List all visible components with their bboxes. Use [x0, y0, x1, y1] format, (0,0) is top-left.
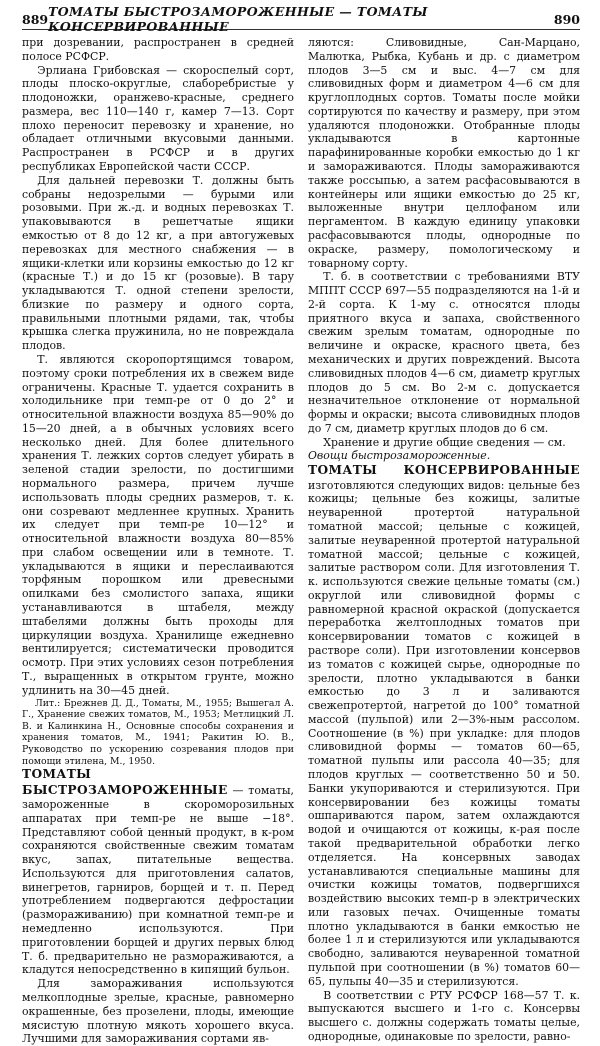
- paragraph: Т. б. в соответствии с требованиями ВТУ МППТ СССР 697—55 подразделяются на 1-й и 2-й сорта. К 1-му с. относятся плоды приятного вкуса и запаха, свойственного свежим зрелым томатам, однородные по величине и окраске, красного цвета, без механических и других повреждений. Высота сливовидных плодов 4—6 см, диаметр круглых плодов до 5 см. Во 2-м с. допускается незначительное отклонение от нормальной формы и окраски; высота сливовидных плодов до 7 см, диаметр круглых плодов до 6 см.: [308, 270, 580, 435]
- article-text: — томаты, замороженные в скороморозильных аппаратах при темп-ре не выше −18°. Представляют собой ценный продукт, в к-ром сохраняются свойственные свежим томатам вкус, запах, питательные вещества. Используются для приготовления салатов, винегретов, гарниров, борщей и т. п. Перед употреблением подвергаются дефростации (размораживанию) при комнатной темп-ре и немедленно используются. При приготовлении борщей и других первых блюд Т. б. предварительно не размораживаются, а кладутся непосредственно в кипящий бульон.: [22, 783, 294, 977]
- article-heading: ТОМАТЫ БЫСТРОЗАМОРОЖЕННЫЕ: [22, 767, 228, 797]
- paragraph: Для дальней перевозки Т. должны быть собраны недозрелыми — бурыми или розовыми. При ж.-д. и водных перевозках Т. упаковываются в решетчатые ящики емкостью от 8 до 12 кг, а при автогужевых перевозках для местного снабжения — в ящики-клетки или корзины емкостью до 12 кг (красные Т.) и до 15 кг (розовые). В тару укладываются Т. одной степени зрелости, близкие по размеру и одного сорта, правильными плотными рядами, так, чтобы крышка слегка пружинила, но не повреждала плодов.: [22, 173, 294, 353]
- left-column: [22, 36, 294, 1046]
- article-start: [22, 767, 294, 977]
- page-number-right: 890: [553, 11, 580, 27]
- literature-note: Лит.: Брежнев Д. Д., Томаты, М., 1955; Вышегал А. Г., Хранение свежих томатов, М., 1953; Метлицкий Л. В. и Калинкина Н., Основные способы сохранения и хранения томатов, М., 1941; Ракитин Ю. В., Руководство по ускорению созревания плодов при помощи этилена, М., 1950.: [22, 697, 294, 767]
- article-text: изготовляются следующих видов: цельные без кожицы; цельные без кожицы, залитые неуваренной протертой натуральной томатной массой; цельные с кожицей, залитые неуваренной протертой натуральной томатной массой; цельные с кожицей, залитые раствором соли. Для изготовления Т. к. используются свежие цельные томаты (см.) округлой или сливовидной формы с равномерной красной окраской (допускается переработка желтоплодных томатов при консервировании томатов с кожицей в растворе соли). При изготовлении консервов из томатов с кожицей сырье, однородные по зрелости, плотно укладываются в банки емкостью до 3 л и заливаются свежепротертой, нагретой до 100° томатной массой (пульпой) или 2—3%-ным рассолом. Соотношение (в %) при укладке: для плодов сливовидной формы — томатов 60—65, томатной пульпы или рассола 40—35; для плодов круглых — соответственно 50 и 50. Банки укупориваются и стерилизуются. При консервировании без кожицы томаты ошпариваются паром, затем охлаждаются водой и очищаются от кожицы, к-рая после такой предварительной обработки легко отделяется. На консервных заводах устанавливаются специальные машины для очистки кожицы томатов, подвергшихся воздействию высоких темп-р в электрических или газовых печах. Очищенные томаты плотно укладываются в банки емкостью не более 1 л и стерилизуются или укладываются свободно, заливаются неуваренной томатной пульпой при соотношении (в %) томатов 60—65, пульпы 40—35 и стерилизуются.: [308, 478, 580, 988]
- paragraph: Т. являются скоропортящимся товаром, поэтому сроки потребления их в свежем виде ограничены. Красные Т. удается сохранить в холодильнике при темп-ре от 0 до 2° и относительной влажности воздуха 85—90% до 15—20 дней, а в обычных условиях всего несколько дней. Для более длительного хранения Т. лежких сортов следует убирать в зеленой стадии зрелости, по достигшими нормального размера, причем лучше использовать плоды средних размеров, т. к. они созревают медленнее крупных. Хранить их следует при темп-ре 10—12° и относительной влажности воздуха 80—85% при слабом освещении или в темноте. Т. укладываются в ящики и переслаиваются торфяным порошком или древесными опилками без смолистого запаха, ящики устанавливаются в штабеля, между штабелями должны быть проходы для циркуляции воздуха. Хранилище ежедневно вентилируется; систематически проводится осмотр. При этих условиях сезон потребления Т., выращенных в открытом грунте, можно удлинить на 30—45 дней.: [22, 352, 294, 697]
- paragraph: Эрлиана Грибовская — скороспелый сорт, плоды плоско-округлые, слаборебристые у плодоножки, оранжево-красные, среднего размера, вес 110—140 г, камер 7—13. Сорт плохо переносит перевозку и хранение, но обладает отличными вкусовыми данными. Распространен в РСФСР и в других республиках Европейской части СССР.: [22, 63, 294, 174]
- article-start: [308, 463, 580, 988]
- paragraph: Для замораживания используются мелкоплодные зрелые, красные, равномерно окрашенные, без прозелени, плоды, имеющие мясистую плотную мякоть хорошего вкуса. Лучшими для замораживания сортами яв-: [22, 977, 294, 1046]
- cross-reference-text: Хранение и другие общие сведения — см.: [323, 435, 566, 449]
- running-title: ТОМАТЫ БЫСТРОЗАМОРОЖЕННЫЕ — ТОМАТЫ КОНСЕРВИРОВАННЫЕ: [48, 4, 428, 34]
- article-heading: ТОМАТЫ КОНСЕРВИРОВАННЫЕ: [308, 463, 580, 478]
- right-column: [308, 36, 580, 1043]
- cross-reference-link: Овощи быстрозамороженные.: [308, 449, 491, 463]
- page-header: [22, 4, 580, 34]
- paragraph: при дозревании, распространен в средней полосе РСФСР.: [22, 36, 294, 63]
- cross-reference: [308, 436, 580, 464]
- paragraph: ляются: Сливовидные, Сан-Марцано, Малютка, Рыбка, Кубань и др. с диаметром плодов 3—5 см и выс. 4—7 см для сливовидных форм и диаметром 4—6 см для круглоплодных сортов. Томаты после мойки сортируются по качеству и размеру, при этом удаляются плодоножки. Отобранные плоды укладываются в картонные парафинированные коробки емкостью до 1 кг и замораживаются. Плоды замораживаются также россыпью, а затем расфасовываются в контейнеры или ящики емкостью до 25 кг, выложенные внутри целлофаном или пергаментом. В каждую единицу упаковки расфасовываются плоды, однородные по окраске, размеру, помологическому и товарному сорту.: [308, 36, 580, 270]
- page-number-left: 889: [22, 11, 49, 27]
- paragraph: В соответствии с РТУ РСФСР 168—57 Т. к. выпускаются высшего и 1-го с. Консервы высшего с. должны содержать томаты целые, однородные, одинаковые по зрелости, равно-: [308, 988, 580, 1043]
- page-body: [22, 36, 580, 1046]
